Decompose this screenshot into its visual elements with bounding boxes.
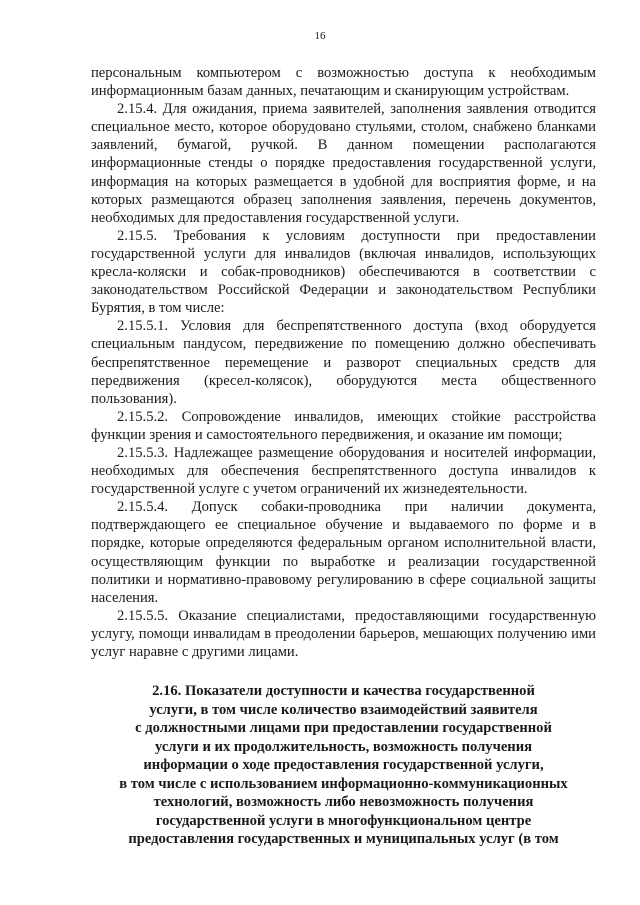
paragraph-2-15-4: 2.15.4. Для ожидания, приема заявителей, заполнения заявления отводится специальное место, которое оборудовано стульями, столом, снабжено бланками заявлений, бумагой, ручкой. В данном помещении располагаются информационные стенды о порядке предоставления государственной услуги, информация на которых размещается в удобной для восприятия форме, и на которых размещаются образец заполнения заявления, перечень документов, необходимых для предоставления государственной услуги. <box>91 101 596 226</box>
section-heading-2-16 <box>91 682 596 849</box>
heading-line: услуги, в том числе количество взаимодействий заявителя <box>149 701 538 718</box>
heading-line: государственной услуги в многофункциональном центре <box>155 812 532 829</box>
heading-line: предоставления государственных и муниципальных услуг (в том <box>128 831 559 848</box>
paragraph-2-15-5: 2.15.5. Требования к условиям доступности при предоставлении государственной услуги для инвалидов (включая инвалидов, использующих кресла-коляски и собак-проводников) обеспечиваются в соответствии с законодательством Российской Федерации и законодательством Республики Бурятия, в том числе: <box>91 227 596 317</box>
heading-line: 2.16. Показатели доступности и качества государственной <box>152 683 535 700</box>
heading-line: с должностными лицами при предоставлении государственной <box>135 720 552 737</box>
document-body <box>91 64 596 849</box>
heading-line: информации о ходе предоставления государственной услуги, <box>143 757 544 774</box>
paragraph-continuation: персональным компьютером с возможностью доступа к необходимым информационным базам данных, печатающим и сканирующим устройствам. <box>91 65 596 100</box>
heading-line: в том числе с использованием информационно-коммуникационных <box>119 775 568 792</box>
page-number: 16 <box>314 30 326 42</box>
heading-line: услуги и их продолжительность, возможность получения <box>154 738 533 755</box>
paragraph-2-15-5-5: 2.15.5.5. Оказание специалистами, предоставляющими государственную услугу, помощи инвалидам в преодолении барьеров, мешающих получению ими услуг наравне с другими лицами. <box>91 607 596 660</box>
paragraph-2-15-5-1: 2.15.5.1. Условия для беспрепятственного доступа (вход оборудуется специальным пандусом, передвижение по помещению должно обеспечивать беспрепятственное перемещение и разворот специальных средств для передвижения (кресел-колясок), оборудуются места общественного пользования). <box>91 318 596 407</box>
paragraph-2-15-5-4: 2.15.5.4. Допуск собаки-проводника при наличии документа, подтверждающего ее специальное обучение и выдаваемого по форме и в порядке, которые определяются федеральным органом исполнительной власти, осуществляющим функции по выработке и реализации государственной политики и нормативно-правовому регулированию в сфере социальной защиты населения. <box>91 499 596 606</box>
heading-line: технологий, возможность либо невозможность получения <box>153 794 534 811</box>
paragraph-2-15-5-3: 2.15.5.3. Надлежащее размещение оборудования и носителей информации, необходимых для обеспечения беспрепятственного доступа инвалидов к государственной услуге с учетом ограничений их жизнедеятельности. <box>91 444 596 498</box>
paragraph-2-15-5-2: 2.15.5.2. Сопровождение инвалидов, имеющих стойкие расстройства функции зрения и самостоятельного передвижения, и оказание им помощи; <box>91 408 596 443</box>
